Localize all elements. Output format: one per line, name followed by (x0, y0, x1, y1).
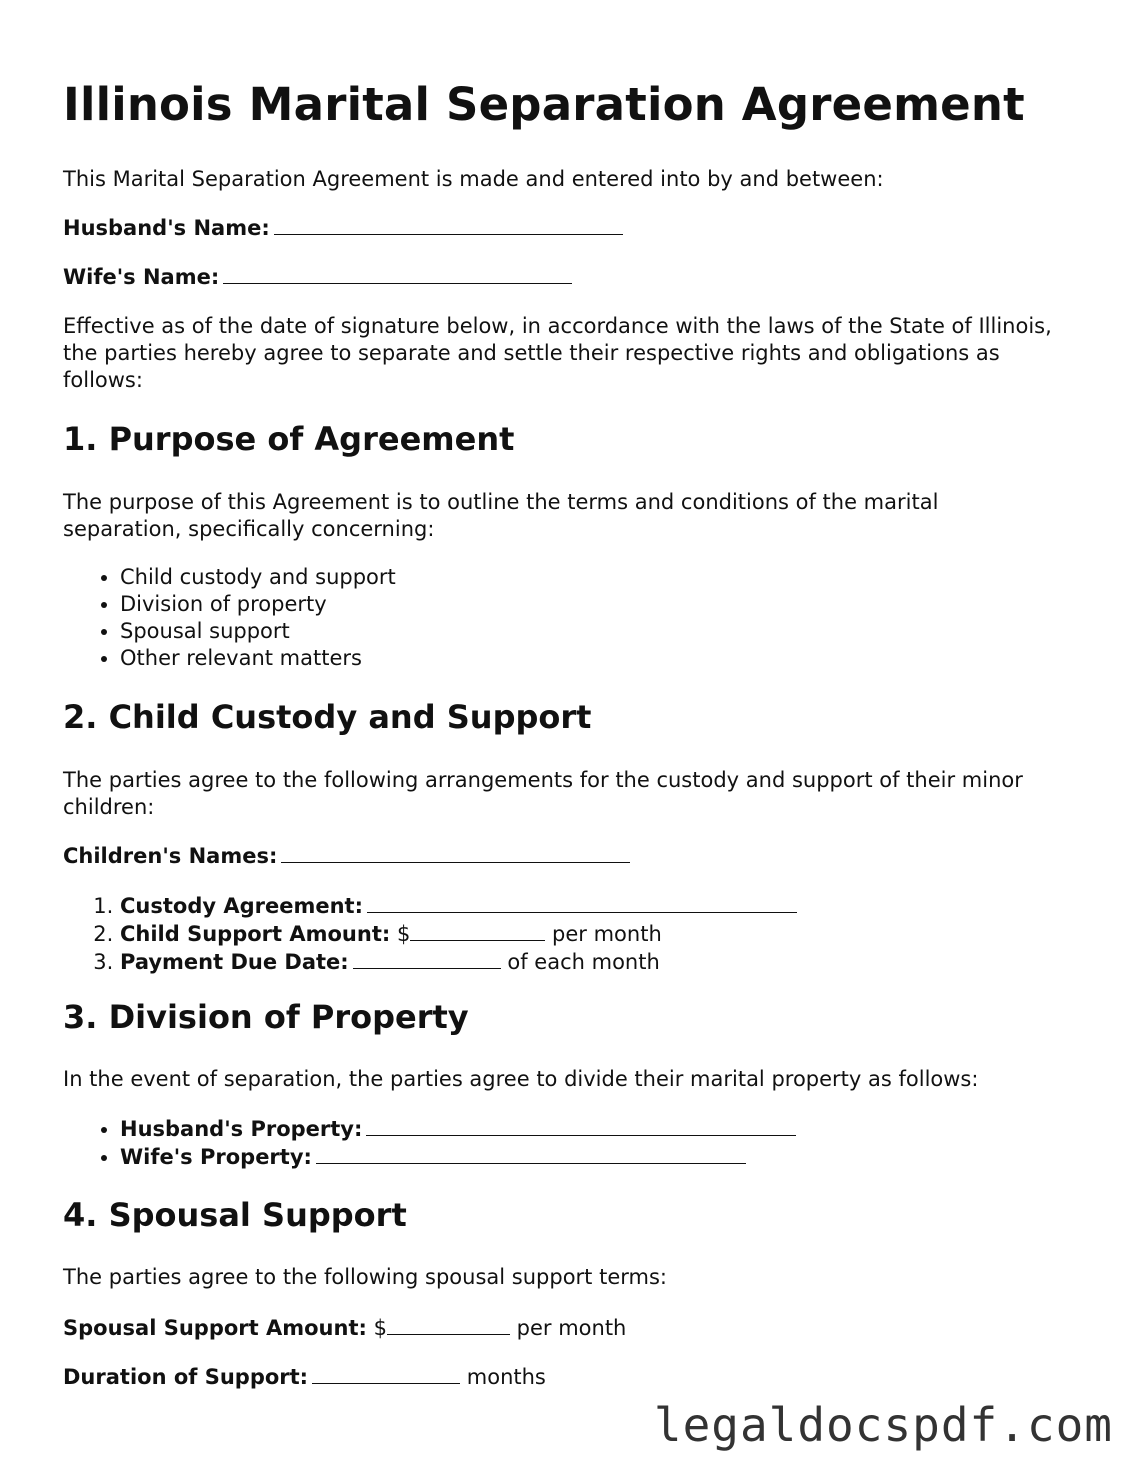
custody-agreement-item (120, 892, 797, 920)
spousal-duration-label: Duration of Support: (63, 1365, 309, 1389)
child-support-item (120, 920, 797, 948)
child-support-currency: $ (396, 922, 411, 946)
list-item: • Child custody and support (120, 564, 396, 591)
husband-name-line (63, 214, 623, 242)
document-title: Illinois Marital Separation Agreement (63, 78, 1025, 131)
child-support-label: Child Support Amount: (120, 922, 391, 946)
payment-due-item (120, 948, 797, 976)
section-heading-spousal: 4. Spousal Support (63, 1196, 407, 1234)
list-item: • Division of property (120, 591, 396, 618)
children-names-blank[interactable] (281, 842, 630, 863)
spousal-duration-suffix: months (466, 1365, 546, 1389)
property-text: In the event of separation, the parties agree to divide their marital property as follows: (63, 1067, 979, 1091)
purpose-list (63, 564, 396, 672)
spousal-amount-currency: $ (373, 1316, 387, 1340)
wife-name-blank[interactable] (223, 263, 572, 284)
wife-property-blank[interactable] (316, 1143, 746, 1164)
intro-text: This Marital Separation Agreement is made and entered into by and between: (63, 167, 884, 191)
spousal-amount-suffix: per month (516, 1316, 627, 1340)
child-support-suffix: per month (552, 922, 662, 946)
husband-name-blank[interactable] (274, 214, 623, 235)
payment-due-label: Payment Due Date: (120, 950, 349, 974)
payment-due-suffix: of each month (507, 950, 660, 974)
property-list (63, 1115, 796, 1171)
effective-text: Effective as of the date of signature below, in accordance with the laws of the State of Illinois, the parties hereby agree to separate and settle their respective rights and obligations as follows: (63, 314, 1052, 392)
custody-agreement-blank[interactable] (367, 892, 797, 913)
husband-name-label: Husband's Name: (63, 216, 270, 240)
spousal-amount-line (63, 1314, 626, 1342)
section-heading-purpose: 1. Purpose of Agreement (63, 420, 515, 458)
wife-property-item (120, 1143, 796, 1171)
custody-agreement-label: Custody Agreement: (120, 894, 363, 918)
section-heading-custody: 2. Child Custody and Support (63, 698, 592, 736)
list-item: • Other relevant matters (120, 645, 396, 672)
spousal-duration-blank[interactable] (312, 1363, 460, 1384)
purpose-text: The purpose of this Agreement is to outline the terms and conditions of the marital separation, specifically concerning: (63, 490, 939, 541)
children-names-label: Children's Names: (63, 844, 278, 868)
spousal-duration-line (63, 1363, 546, 1391)
watermark: legaldocspdf.com (653, 1398, 1113, 1452)
spousal-amount-label: Spousal Support Amount: (63, 1316, 367, 1340)
husband-property-item (120, 1115, 796, 1143)
section-heading-property: 3. Division of Property (63, 998, 469, 1036)
spousal-amount-blank[interactable] (387, 1314, 510, 1335)
custody-text: The parties agree to the following arrangements for the custody and support of their minor children: (63, 768, 1023, 819)
custody-terms-list (63, 892, 797, 976)
wife-property-label: Wife's Property: (120, 1145, 312, 1169)
child-support-blank[interactable] (410, 920, 545, 941)
list-item: • Spousal support (120, 618, 396, 645)
wife-name-line (63, 263, 572, 291)
spousal-text: The parties agree to the following spousal support terms: (63, 1265, 667, 1289)
husband-property-label: Husband's Property: (120, 1117, 363, 1141)
children-names-line (63, 842, 630, 870)
payment-due-blank[interactable] (353, 948, 501, 969)
wife-name-label: Wife's Name: (63, 265, 220, 289)
husband-property-blank[interactable] (366, 1115, 796, 1136)
